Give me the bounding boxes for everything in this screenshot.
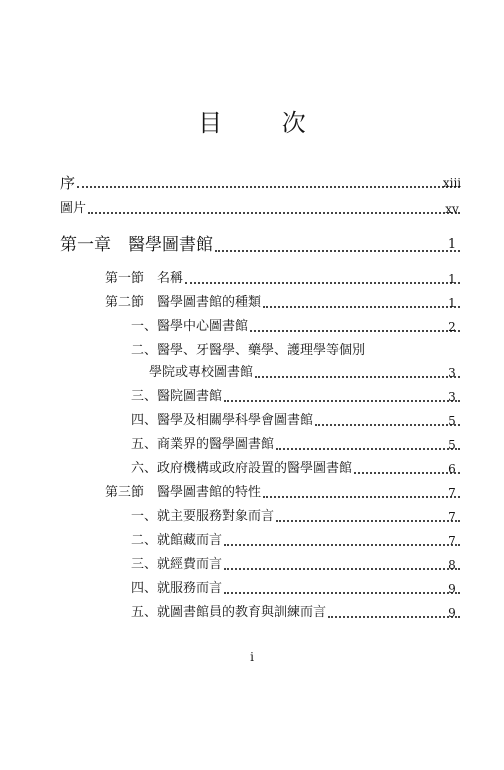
toc-entry-item[interactable] (131, 388, 464, 406)
toc-entry-label: 四、醫學及相關學科學會圖書館 (131, 413, 314, 428)
toc-entry-label: 第一章 醫學圖書館 (60, 235, 213, 255)
toc-entry-page: 7 (448, 534, 456, 548)
toc-entry-page: xv (445, 202, 459, 216)
toc-entry-item[interactable] (131, 604, 464, 622)
toc-entry-item-continued[interactable] (149, 364, 464, 382)
toc-entry-label: 一、醫學中心圖書館 (131, 319, 249, 334)
toc-entry-page: 6 (448, 462, 456, 476)
toc-entry-item[interactable] (131, 556, 464, 574)
toc-entry-label: 第一節 名稱 (105, 271, 184, 286)
toc-entry-page: 3 (448, 366, 456, 380)
toc-entry-page: 3 (448, 390, 456, 404)
toc-entry-item[interactable] (131, 460, 464, 478)
toc-entry-page: 5 (448, 414, 456, 428)
toc-entry-item[interactable] (131, 532, 464, 550)
toc-entry-label: 圖片 (60, 201, 87, 216)
toc-entry-item[interactable] (131, 508, 464, 526)
toc-entry-page: xiii (442, 176, 462, 190)
toc-entry-chapter-1[interactable] (60, 234, 464, 256)
toc-entry-label: 學院或專校圖書館 (149, 365, 254, 380)
toc-entry-section-2[interactable] (105, 294, 464, 312)
toc-entry-preface[interactable] (60, 174, 464, 192)
toc-entry-item[interactable] (131, 580, 464, 598)
toc-entry-section-3[interactable] (105, 484, 464, 502)
toc-entry-item[interactable] (131, 342, 464, 360)
toc-entry-page: 7 (448, 510, 456, 524)
toc-entry-label: 第三節 醫學圖書館的特性 (105, 485, 262, 500)
toc-entry-label: 一、就主要服務對象而言 (131, 509, 275, 524)
toc-entry-page: 5 (448, 438, 456, 452)
toc-entry-label: 第二節 醫學圖書館的種類 (105, 295, 262, 310)
toc-entry-label: 序 (60, 174, 76, 192)
toc-entry-item[interactable] (131, 436, 464, 454)
toc-entry-page: 1 (448, 296, 456, 310)
toc-entry-page: 1 (448, 272, 456, 286)
toc-entry-page: 7 (448, 486, 456, 500)
toc-entry-page: 2 (448, 320, 456, 334)
toc-entry-label: 五、商業界的醫學圖書館 (131, 437, 275, 452)
toc-entry-label: 二、就館藏而言 (131, 533, 223, 548)
toc-entry-label: 三、醫院圖書館 (131, 389, 223, 404)
toc-entry-figures[interactable] (60, 200, 464, 218)
toc-entry-label: 三、就經費而言 (131, 557, 223, 572)
dot-leader (77, 185, 460, 188)
toc-entry-page: 8 (448, 558, 456, 572)
toc-entry-page: 1 (447, 237, 457, 252)
toc-entry-section-1[interactable] (105, 270, 464, 288)
toc-entry-page: 9 (448, 582, 456, 596)
toc-entry-label: 五、就圖書館員的教育與訓練而言 (131, 605, 327, 620)
toc-entry-item[interactable] (131, 412, 464, 430)
dot-leader (88, 211, 460, 214)
toc-entry-label: 四、就服務而言 (131, 581, 223, 596)
toc-entry-label: 六、政府機構或政府設置的醫學圖書館 (131, 461, 353, 476)
dot-leader (185, 281, 460, 284)
toc-entry-page: 9 (448, 606, 456, 620)
toc-entry-item[interactable] (131, 318, 464, 336)
toc-entry-label: 二、醫學、牙醫學、藥學、護理學等個別 (131, 343, 366, 358)
page-number: i (250, 650, 254, 664)
toc-heading: 目 次 (198, 109, 332, 137)
